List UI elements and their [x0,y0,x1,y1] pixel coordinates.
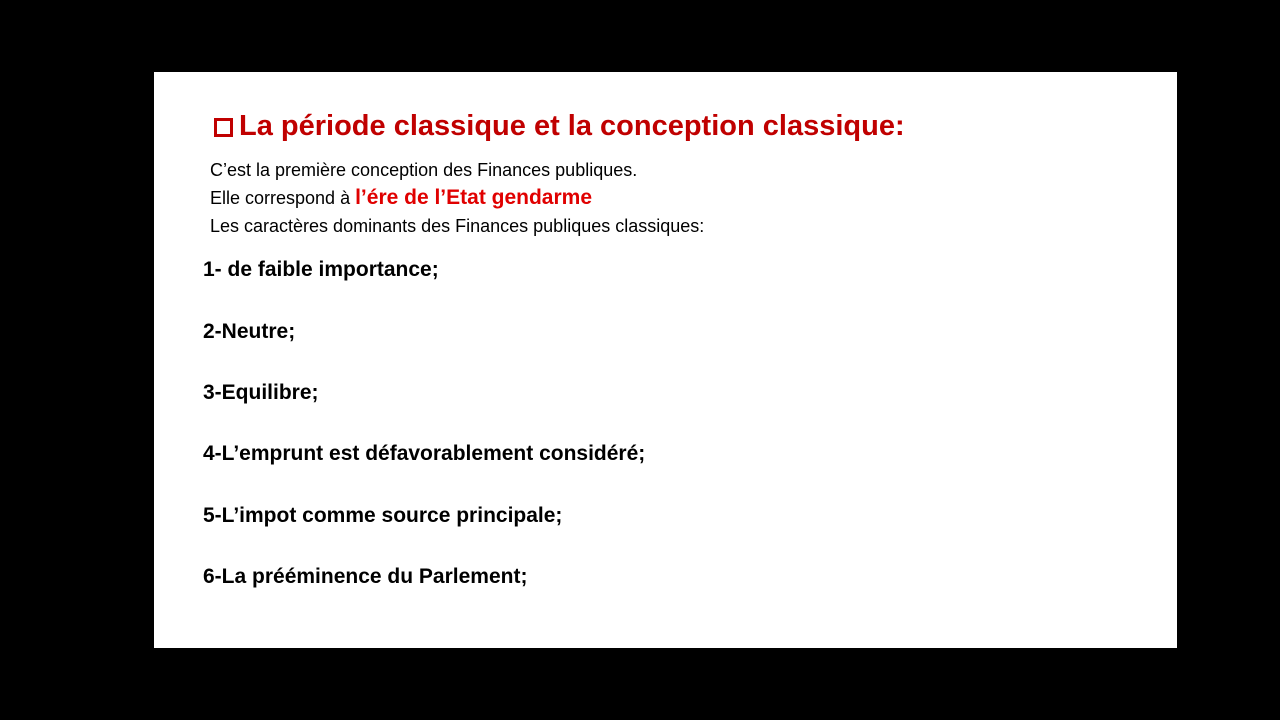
intro-line-1: C’est la première conception des Finances publiques. [210,160,638,180]
slide-title [214,110,905,143]
intro-line-2 [210,186,592,210]
list-item: 1- de faible importance; [203,258,439,281]
list-item: 5-L’impot comme source principale; [203,504,563,527]
list-item: 2-Neutre; [203,320,296,343]
intro-line-3: Les caractères dominants des Finances publiques classiques: [210,216,705,236]
intro-highlight: l’ére de l’Etat gendarme [355,186,593,209]
checkbox-bullet-icon [214,118,233,137]
list-item: 4-L’emprunt est défavorablement considéré; [203,442,646,465]
list-item: 3-Equilibre; [203,381,319,404]
slide [154,72,1177,648]
intro-line-2-prefix: Elle correspond à [210,188,356,208]
slide-title-text: La période classique et la conception classique: [239,110,905,142]
list-item: 6-La prééminence du Parlement; [203,565,528,588]
